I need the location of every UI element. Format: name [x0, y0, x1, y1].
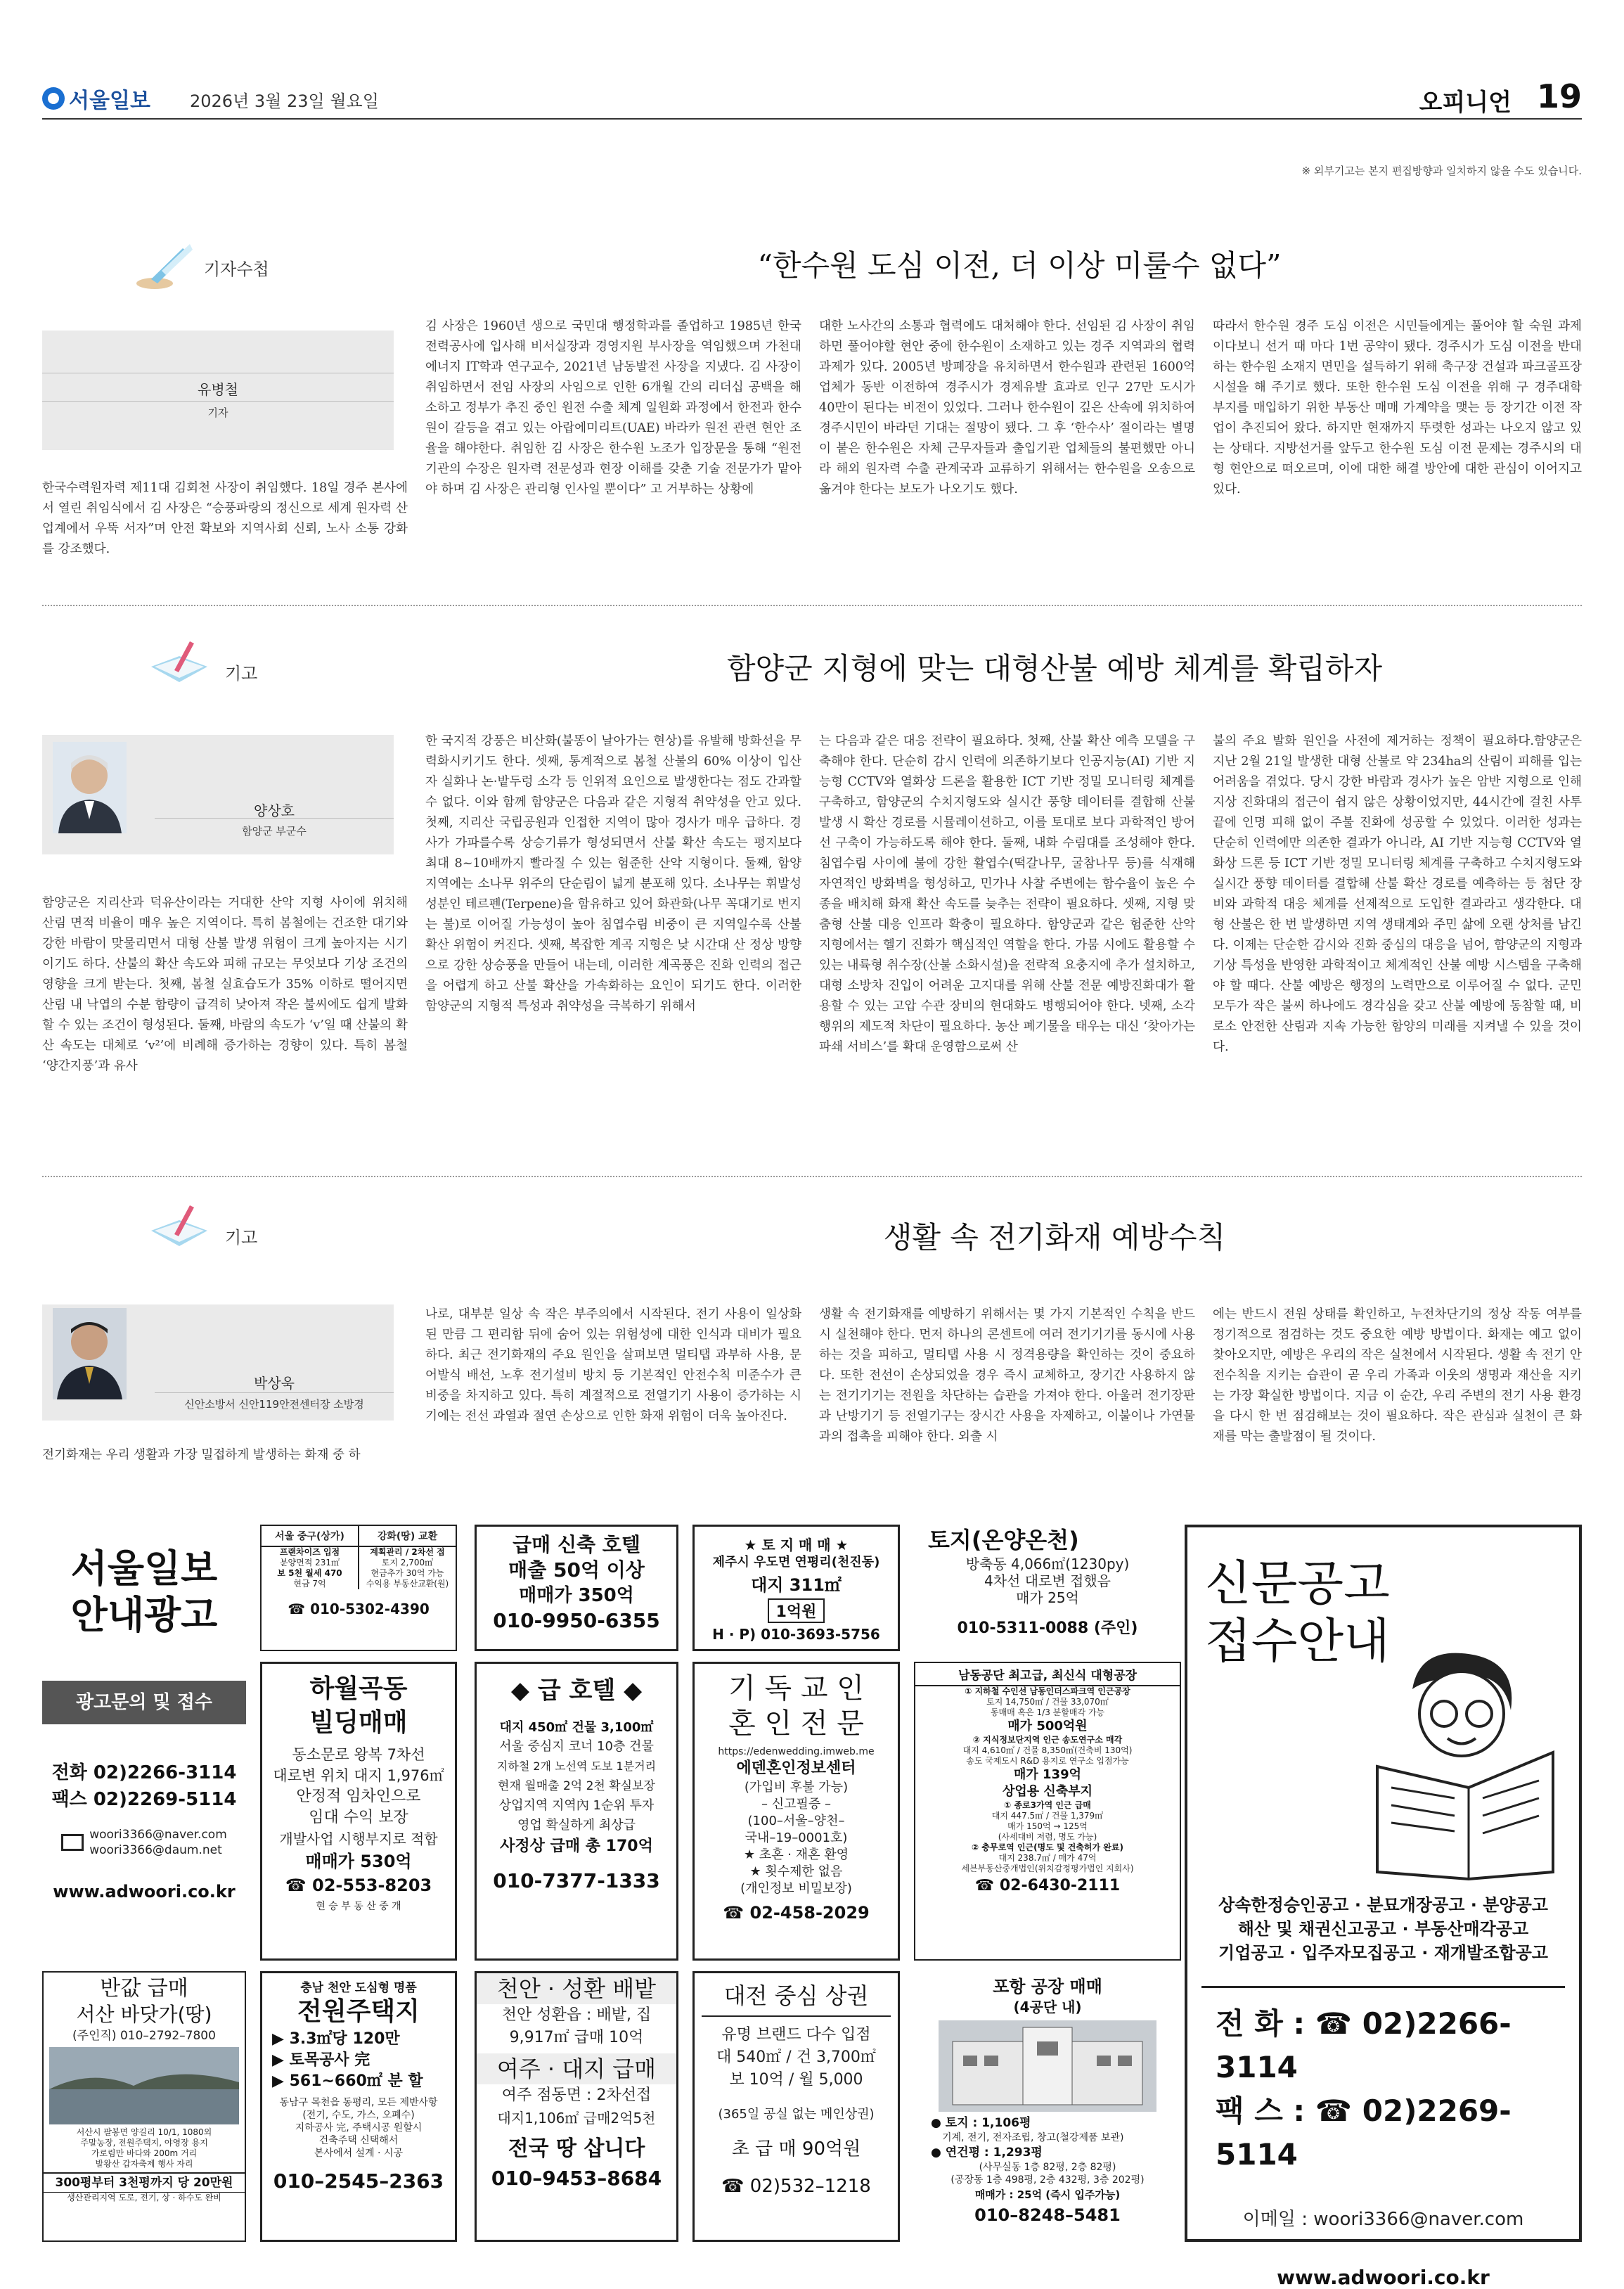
ad-namdong-factory[interactable]: 남동공단 최고급, 최신식 대형공장 ① 지하철 수인선 남동인더스파크역 인근공장 토지 14,750㎡ / 건물 33,070㎡ 동매매 혹은 1/3 분할매각 가능 매가 500억원 ② 지식정보단지역 인근 송도연구소 매각 대지 4,610㎡ / 건물 8,350㎡(건축비 130억) 송도 국제도시 R&D 용지로 연구소 입점가능 매가 139억 상업용 신축부지 ① 종로3가역 인근 급매 대지 447.5㎡ / 건물 1,379㎡ 매가 150억 → 125억 (사세대비 저렴, 명도 가능) ② 충무로역 인근(명도 및 건축허가 완료) 대지 238.7㎡ / 매가 47억 세븐부동산중개법인(위치감정평가법인 지회사) ☎ 02-6430-2111 — [914, 1662, 1181, 1961]
quill-pen-icon — [134, 243, 197, 292]
article-3-author-box — [42, 1304, 394, 1421]
paper-name: 서울일보 — [69, 89, 150, 113]
ad-public-notice-info[interactable]: 신문공고 접수안내 상속한정승인공고 · 분묘개장공고 · 분양공고 해산 및 채권신고공고 · 부동산매각공고 기업공고 · 입주자모집공고 · 재개발조합공고 전 화 : ☎ 02)2266-3114 팩 스 : ☎ 02)2269-5114 이메일 : woori3366@naver.com www.adwoori.co.kr — [1185, 1525, 1582, 2242]
article-1-author-box — [42, 331, 394, 450]
author-name: 양상호 — [254, 802, 295, 819]
author-name: 유병철 — [198, 381, 238, 398]
notebook-pen-icon — [148, 639, 211, 688]
article-2-column-2: 한 국지적 강풍은 비산화(불똥이 날아가는 현상)를 유발해 방화선을 무력화시키기도 한다. 셋째, 통계적으로 봄철 산불의 60% 이상이 입산자 실화나 논·밭두렁 소각 등 인위적 요인으로 발생한다는 점도 간과할 수 없다. 이와 함께 함양군은 다음과 같은 지형적 취약성을 안고 있다. 첫째, 지리산 국립공원과 인접한 지역이 많아 경사가 매우 급하다. 경사가 가파를수록 상승기류가 형성되면서 산불 확산 속도는 평지보다 최대 8~10배까지 빨라질 수 있는 험준한 산악 지형이다. 둘째, 함양 지역에는 소나무 위주의 단순림이 넓게 분포해 있다. 소나무는 휘발성 성분인 테르펜(Terpene)을 함유하고 있어 화관화(나무 꼭대기로 번지는 불)로 이어질 가능성이 높아 침엽수림 비중이 큰 지역일수록 산불 확산 위험이 커진다. 셋째, 복잡한 계곡 지형은 낮 시간대 산 정상 방향으로 강한 상승풍을 만들어 내는데, 이러한 계곡풍은 진화 인력의 접근을 어렵게 하고 산불 확산을 가속화하는 요인이 되기도 한다. 이러한 함양군의 지형적 특성과 취약성을 극복하기 위해서 — [425, 734, 801, 1013]
article-3-title[interactable]: 생활 속 전기화재 예방수칙 — [883, 1220, 1226, 1255]
ad-gangnam-swap[interactable]: 서울 중구(상가) 강화(땅) 교환 프랜차이즈 입점 분양면적 231㎡ 보 5천 월세 470 현금 7억 계획관리 / 2차선 접 토지 2,700㎡ 현금추가 30억 가능 수익용 부동산교환(원) ☎ 010-5302-4390 — [260, 1525, 457, 1651]
logo-icon — [42, 87, 65, 110]
article-1-column-4: 따라서 한수원 경주 도심 이전은 시민들에게는 풀어야 할 숙원 과제 이다보니 선거 때 마다 1번 공약이 됐다. 경주시가 도심 이전을 반대하는 한수원 소재지 면민을 설득하기 위해 축구장 건설과 파크골프장 시설을 해 주기로 했다. 또한 한수원 도심 이전을 위해 구 경주대학 부지를 매입하기 위한 부동산 매매 가계약을 맺는 등 장기간 이전 작업이 추진되어 왔다. 하지만 현재까지 뚜렷한 성과는 나오지 않고 있는 상태다. 지방선거를 앞두고 한수원 도심 이전 문제는 경주시의 대형 현안으로 떠오르며, 이에 대한 해결 방안에 대한 관심이 이어지고 있다. — [1213, 319, 1582, 496]
author-role: 함양군 부군수 — [242, 825, 307, 838]
section-name: 오피니언 — [1419, 89, 1512, 117]
article-3-kicker: 기고 — [148, 1203, 373, 1255]
article-1-column-3: 대한 노사간의 소통과 협력에도 대처해야 한다. 선임된 김 사장이 취임하면 풀어야할 현안 중에 한수원이 소재하고 있는 경주 지역과의 협력 과제가 있다. 2005년 방폐장을 유치하면서 한수원과 관련된 1600억 업체가 동반 이전하여 경주시가 경제유발 효과로 인구 27만 도시가 40만이 된다는 비전이 있었다. 그러나 한수원이 깊은 산속에 위치하여 경주시민이 바라던 기대는 절망이 됐다. 그 후 ‘한수사’ 절이라는 별명이 붙은 한수원은 자체 근무자들과 출입기관 업체들의 불편했만 아니라 해외 원자력 수출 관계국과 교류하기 위해서는 한수원을 오송으로 옮겨야 한다는 보도가 나오기도 했다. — [819, 319, 1195, 496]
article-2-column-1: 함양군은 지리산과 덕유산이라는 거대한 산악 지형 사이에 위치해 산림 면적 비율이 매우 높은 지역이다. 특히 봄철에는 건조한 대기와 강한 바람이 맞물리면서 대형 산불 발생 위험이 크게 높아지는 시기이기도 하다. 산불의 확산 속도와 피해 규모는 무엇보다 기상 조건의 영향을 크게 받는다. 첫째, 봄철 실효습도가 35% 이하로 떨어지면 산림 내 낙엽의 수분 함량이 급격히 낮아져 작은 불씨에도 쉽게 발화할 수 있는 조건이 형성된다. 둘째, 바람의 속도가 ‘v’일 때 산불의 확산 속도는 대체로 ‘v²’에 비례해 증가하는 경향이 있다. 특히 봄철 ‘양간지풍’과 유사 — [42, 896, 408, 1073]
article-1-kicker: 기자수첩 — [134, 243, 359, 295]
article-2-kicker: 기고 — [148, 639, 373, 691]
author-name: 박상욱 — [254, 1375, 295, 1392]
ad-cheonan-housing-land[interactable]: 충남 천안 도심형 명품 전원주택지 ▶ 3.3㎡당 120만 ▶ 토목공사 完 ▶ 561~660㎡ 분 할 동남구 목천읍 동평리, 모든 제반사항 (전기, 수도, 가스, 오폐수) 지하공사 完, 주택시공 원할시 건축주택 신택해서 본사에서 설계 · 시공 010–2545–2363 — [260, 1971, 457, 2242]
seaside-photo — [49, 2047, 239, 2124]
section-divider — [42, 605, 1582, 606]
factory-photo — [939, 2020, 1156, 2112]
ad-onyang-land[interactable]: 토지(온양온천) 방축동 4,066㎡(1230py) 4차선 대로변 접했음 매가 25억 010-5311-0088 (주인) — [914, 1525, 1181, 1651]
article-3-column-1: 전기화재는 우리 생활과 가장 밀접하게 발생하는 화재 중 하 — [42, 1448, 361, 1462]
author-role: 기자 — [207, 406, 228, 419]
article-2-column-4: 불의 주요 발화 원인을 사전에 제거하는 정책이 필요하다.함양군은 지난 2월 21일 발생한 대형 산불로 약 234ha의 산림이 피해를 입는 어려움을 겪었다. 당시 강한 바람과 경사가 높은 암반 지형으로 인해 지상 진화대의 접근이 쉽지 않은 상황이었지만, 44시간에 걸친 사투 끝에 인명 피해 없이 주불 진화에 성공할 수 있었다. 이러한 성과는 단순히 인력에만 의존한 결과가 아니라, AI 기반 지능형 CCTV와 열화상 드론 등 ICT 기반 정밀 모니터링 체계를 구축하고 수치지형도와 실시간 풍향 데이터를 결합해 산불 확산 경로를 예측하는 등 첨단 장비와 과학적 대응 체계를 선제적으로 도입한 결과라고 생각한다. 대형 산불은 한 번 발생하면 지역 생태계와 주민 삶에 오랜 상처를 남긴다. 이제는 단순한 감시와 진화 중심의 대응을 넘어, 함양군의 지형과 기상 특성을 반영한 과학적이고 체계적인 산불 예방 시스템을 구축해야 할 때다. 산불 예방은 행정의 노력만으로 이루어질 수 없다. 군민 모두가 작은 불씨 하나에도 경각심을 갖고 산불 예방에 동참할 때, 비로소 안전한 산림과 지속 가능한 함양의 미래를 지켜낼 수 있을 것이다. — [1213, 734, 1583, 1054]
author-photo — [53, 742, 127, 833]
ad-urgent-hotel[interactable]: ◆ 급 호텔 ◆ 대지 450㎡ 건물 3,100㎡ 서울 중심지 코너 10층 건물 지하철 2개 노선역 도보 1분거리 현재 월매출 2억 2천 확실보장 상업지역 지역內 1순위 투자 영업 확실하게 최상급 사정상 급매 총 170억 010-7377-1333 — [475, 1662, 678, 1961]
article-3-column-2: 나로, 대부분 일상 속 작은 부주의에서 시작된다. 전기 사용이 일상화된 만큼 그 편리함 뒤에 숨어 있는 위험성에 대한 인식과 대비가 필요하다. 최근 전기화재의 주요 원인을 살펴보면 멀티탭 과부하 사용, 문어발식 배선, 노후 전기설비 방치 등 기본적인 안전수칙 미준수가 큰 비중을 차지하고 있다. 특히 계절적으로 전열기기 사용이 증가하는 시기에는 전선 과열과 절연 손상으로 인한 화재 위험이 더욱 높아진다. — [425, 1307, 801, 1423]
ad-seosan-seaside-land[interactable]: 반값 급매 서산 바닷가(땅) (주인직) 010–2792–7800 서산시 팔봉면 양길리 10/1, 1080외 주말농장, 전원주택지, 야영장 용지 가로림만 바다와 200m 거리 발왕산 갑자축제 행사 자리 300평부터 3천평까지 당 20만원 생산관리지역 도로, 전기, 상 · 하수도 완비 — [42, 1971, 246, 2242]
ad-hawolgok-building[interactable]: 하월곡동 빌딩매매 동소문로 왕복 7차선 대로변 위치 대지 1,976㎡ 안정적 임차인으로 임대 수익 보장 개발사업 시행부지로 적합 매매가 530억 ☎ 02-553-8203 현 승 부 동 산 중 개 — [260, 1662, 457, 1961]
ad-hotel-sale[interactable]: 급매 신축 호텔 매출 50억 이상 매매가 350억 010-9950-6355 — [475, 1525, 678, 1651]
ad-christian-matchmaking[interactable]: 기 독 교 인 혼 인 전 문 https://edenwedding.imweb.me 에덴혼인정보센터 (가입비 후불 가능) – 신고필증 – (100–서울–양천– 국내–19–0001호) ★ 초혼 · 재혼 환영 ★ 횟수제한 없음 (개인정보 비밀보장) ☎ 02-458-2029 — [692, 1662, 900, 1961]
ad-cheonan-pear-orchard[interactable]: 천안 · 성환 배밭 천안 성환읍 : 배밭, 집 9,917㎡ 급매 10억 여주 · 대지 급매 여주 점동면 : 2차선접 대지1,106㎡ 급매2억5천 전국 땅 삽니다 010–9453–8684 — [475, 1971, 678, 2242]
article-2-title[interactable]: 함양군 지형에 맞는 대형산불 예방 체계를 확립하자 — [726, 651, 1383, 686]
ad-daejeon-commercial[interactable]: 대전 중심 상권 유명 브랜드 다수 입점 대 540㎡ / 건 3,700㎡ 보 10억 / 월 5,000 (365일 공실 없는 메인상권) 초 급 매 90억원 ☎ 02)532–1218 — [692, 1971, 900, 2242]
issue-date: 2026년 3월 23일 월요일 — [190, 91, 379, 111]
notebook-pen-icon — [148, 1203, 211, 1252]
author-role: 신안소방서 신안119안전센터장 소방경 — [184, 1398, 364, 1411]
section-divider — [42, 1176, 1582, 1177]
article-2-column-3: 는 다음과 같은 대응 전략이 필요하다. 첫째, 산불 확산 예측 모델을 구축해야 한다. 단순히 감시 인력에 의존하기보다 인공지능(AI) 기반 지능형 CCTV와 열화상 드론을 활용한 ICT 기반 정밀 모니터링 체계를 구축하고, 함양군의 수치지형도와 실시간 풍향 데이터를 결합해 산불 발생 시 확산 경로를 시뮬레이션하고, 이를 토대로 보다 과학적인 방어선 구축이 가능하도록 해야 한다. 둘째, 내화 수림대를 조성해야 한다. 침엽수림 사이에 불에 강한 활엽수(떡갈나무, 굴참나무 등)를 식재해 자연적인 방화벽을 형성하고, 민가나 사찰 주변에는 함수율이 높은 수종을 배치해 화재 확산 속도를 늦추는 전략이 필요하다. 셋째, 지형 맞춤형 산불 대응 인프라 확충이 필요하다. 함양군과 같은 험준한 산악 지형에서는 헬기 진화가 핵심적인 역할을 한다. 가뭄 시에도 활용할 수 있는 내륙형 취수장(산불 소화시설)을 전략적 요충지에 추가 설치하고, 대형 소방차 진입이 어려운 고지대를 위해 산불 전문 예방진화대가 활용할 수 있는 고압 수관 장비의 현대화도 병행되어야 한다. 넷째, 소각 행위의 제도적 차단이 필요하다. 농산 폐기물을 태우는 대신 ‘찾아가는 파쇄 서비스’를 확대 운영함으로써 산 — [819, 734, 1195, 1054]
author-photo — [53, 1308, 127, 1399]
ad-jeju-land[interactable]: ★ 토 지 매 매 ★ 제주시 우도면 연평리(천진동) 대지 311㎡ 1억원 H · P) 010-3693-5756 — [692, 1525, 900, 1651]
article-1-column-2: 김 사장은 1960년 생으로 국민대 행정학과를 졸업하고 1985년 한국전력공사에 입사해 비서실장과 경영지원 부사장을 역임했으며 가천대 에너지 IT학과 연구교수, 2021년 남동발전 사장을 지냈다. 김 사장이 취임하면서 전임 사장의 사임으로 인한 6개월 간의 리더십 공백을 해소하고 정부가 추진 중인 원전 수출 체계 일원화 과정에서 한전과 한수원이 갈등을 겪고 있는 아랍에미리트(UAE) 바라카 원전 관련 현안 조율을 해야한다. 취임한 김 사장은 한수원 노조가 입장문을 통해 “원전기관의 수장은 원자력 전문성과 현장 이해를 갖춘 기술 전문가가 맡아야 하며 김 사장은 관리형 인사일 뿐이다” 고 거부하는 상황에 — [425, 319, 801, 496]
newspaper-logo[interactable] — [42, 83, 150, 114]
editorial-notice: ※ 외부기고는 본지 편집방향과 일치하지 않을 수도 있습니다. — [1301, 165, 1582, 177]
article-3-column-3: 생활 속 전기화재를 예방하기 위해서는 몇 가지 기본적인 수칙을 반드시 실천해야 한다. 먼저 하나의 콘센트에 여러 전기기기를 동시에 사용하는 것을 피하고, 멀티탭 사용 시 정격용량을 확인하는 것이 중요하다. 또한 전선이 손상되었을 경우 즉시 교체하고, 장기간 사용하지 않는 전기기기는 전원을 차단하는 습관을 가져야 한다. 아울러 전기장판과 난방기기 등 전열기구는 장시간 사용을 자제하고, 이불이나 가연물과의 접촉을 피해야 한다. 외출 시 — [819, 1307, 1195, 1444]
masthead — [42, 77, 1582, 120]
mail-icon — [61, 1834, 84, 1851]
ad-main-info[interactable]: 서울일보 안내광고 광고문의 및 접수 전화 02)2266-3114 팩스 02)2269-5114 woori3366@naver.com woori3366@daum.net www.adwoori.co.kr — [42, 1518, 246, 1922]
ad-pohang-factory[interactable]: 포항 공장 매매 (4공단 내) ● 토지 : 1,106평 기계, 전기, 전자조립, 창고(철강제품 보관) ● 연건평 : 1,293평 (사무실동 1층 82평, 2층 82평) (공장동 1층 498평, 2층 432평, 3층 202평) 매매가 : 25억 (즉시 입주가능) 010–8248–5481 — [914, 1971, 1181, 2242]
article-3-column-4: 에는 반드시 전원 상태를 확인하고, 누전차단기의 정상 작동 여부를 정기적으로 점검하는 것도 중요한 예방 방법이다. 화재는 예고 없이 찾아오지만, 예방은 우리의 작은 실천에서 시작된다. 생활 속 전기 안전수칙을 지키는 습관이 곧 우리 가족과 이웃의 생명과 재산을 지키는 가장 확실한 방법이다. 지금 이 순간, 우리 주변의 전기 사용 환경을 다시 한 번 점검해보는 것이 필요하다. 작은 관심과 실천이 큰 화재를 막는 출발점이 될 것이다. — [1213, 1307, 1582, 1444]
article-2-author-box — [42, 735, 394, 854]
article-1-title[interactable]: “한수원 도심 이전, 더 이상 미룰수 없다” — [757, 248, 1282, 283]
classified-ads-section — [42, 1518, 1582, 2289]
article-1-column-1: 한국수력원자력 제11대 김회천 사장이 취임했다. 18일 경주 본사에서 열린 취임식에서 김 사장은 “승풍파랑의 정신으로 세계 원자력 산업계에서 우뚝 서자”며 안전 확보와 지역사회 신뢰, 노사 소통 강화를 강조했다. — [42, 481, 408, 556]
page-number: 19 — [1536, 77, 1582, 115]
newspaper-reader-icon — [1363, 1647, 1567, 1879]
